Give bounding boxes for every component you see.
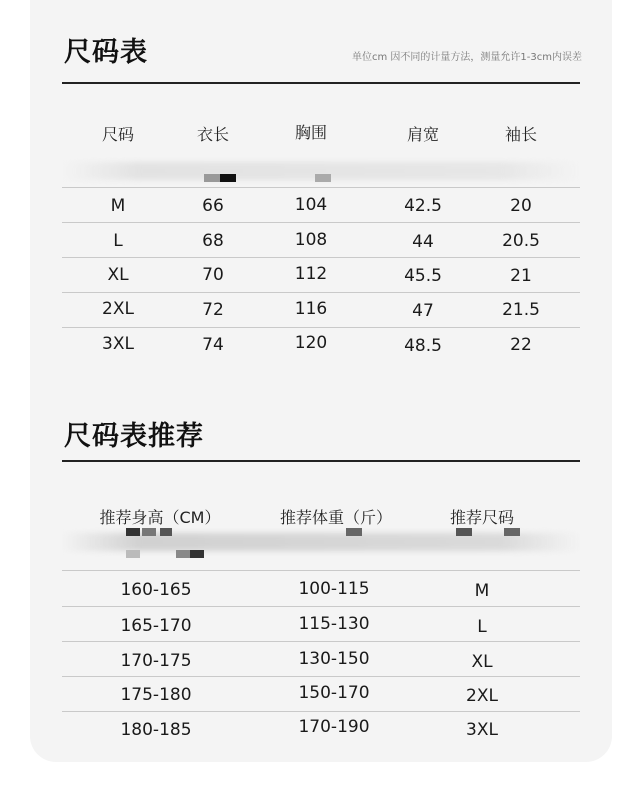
- cell-recommended-size: L: [477, 617, 487, 637]
- pixel-mark: [176, 550, 190, 558]
- cell-chest: 116: [294, 299, 328, 319]
- cell-weight: 150-170: [298, 683, 370, 703]
- recommend-table-rule: [62, 460, 580, 462]
- cell-chest: 104: [294, 195, 328, 215]
- cell-chest: 108: [294, 230, 328, 250]
- cell-chest: 120: [294, 333, 328, 353]
- cell-size: 2XL: [102, 299, 134, 319]
- measurement-note: 单位cm 因不同的计量方法，测量允许1-3cm内误差: [352, 52, 582, 63]
- cell-shoulder: 44: [412, 232, 434, 252]
- cell-sleeve: 20.5: [502, 231, 540, 251]
- pixel-mark: [220, 174, 236, 182]
- cell-recommended-size: XL: [471, 652, 493, 672]
- cell-sleeve: 21.5: [502, 300, 540, 320]
- cell-height: 170-175: [120, 651, 192, 671]
- cell-shoulder: 48.5: [404, 336, 442, 356]
- pixel-mark: [190, 550, 204, 558]
- cell-shoulder: 47: [412, 301, 434, 321]
- header-shoulder: 肩宽: [406, 125, 440, 144]
- row-divider: [62, 327, 580, 328]
- row-divider: [62, 641, 580, 642]
- cell-sleeve: 20: [510, 196, 532, 216]
- header-weight: 推荐体重（斤）: [279, 508, 393, 527]
- row-divider: [62, 222, 580, 223]
- pixel-mark: [126, 528, 140, 536]
- cell-size: XL: [107, 265, 129, 285]
- pixel-mark: [504, 528, 520, 536]
- size-table-title: 尺码表: [64, 37, 148, 68]
- cell-length: 68: [202, 231, 224, 251]
- cell-size: L: [113, 231, 123, 251]
- cell-length: 72: [202, 300, 224, 320]
- cell-weight: 100-115: [298, 579, 370, 599]
- header-chest: 胸围: [294, 123, 328, 142]
- size-chart-card: [30, 0, 612, 762]
- cell-recommended-size: 2XL: [466, 686, 498, 706]
- cell-shoulder: 45.5: [404, 266, 442, 286]
- pixel-mark: [315, 174, 331, 182]
- pixel-mark: [142, 528, 156, 536]
- row-divider: [62, 257, 580, 258]
- pixel-mark: [160, 528, 172, 536]
- header-height: 推荐身高（CM）: [99, 508, 221, 527]
- cell-sleeve: 22: [510, 335, 532, 355]
- pixel-mark: [456, 528, 472, 536]
- cell-weight: 115-130: [298, 614, 370, 634]
- recommend-table-title: 尺码表推荐: [64, 421, 204, 452]
- pixel-mark: [346, 528, 362, 536]
- cell-height: 180-185: [120, 720, 192, 740]
- header-length: 衣长: [196, 125, 230, 144]
- cell-recommended-size: 3XL: [466, 720, 498, 740]
- cell-recommended-size: M: [474, 581, 490, 601]
- cell-height: 165-170: [120, 616, 192, 636]
- row-divider: [62, 711, 580, 712]
- cell-chest: 112: [294, 264, 328, 284]
- pixel-mark: [126, 550, 140, 558]
- size-table-rule: [62, 82, 580, 84]
- pixel-mark: [204, 174, 220, 182]
- cell-height: 175-180: [120, 685, 192, 705]
- row-divider: [62, 292, 580, 293]
- header-size: 尺码: [101, 125, 135, 144]
- cell-length: 66: [202, 196, 224, 216]
- cell-size: 3XL: [102, 334, 134, 354]
- row-divider: [62, 606, 580, 607]
- cell-length: 70: [202, 265, 224, 285]
- row-divider: [62, 570, 580, 571]
- cell-length: 74: [202, 335, 224, 355]
- header-recommended-size: 推荐尺码: [449, 508, 515, 527]
- cell-sleeve: 21: [510, 266, 532, 286]
- cell-weight: 170-190: [298, 717, 370, 737]
- header-sleeve: 袖长: [504, 125, 538, 144]
- row-divider: [62, 187, 580, 188]
- cell-height: 160-165: [120, 580, 192, 600]
- cell-weight: 130-150: [298, 649, 370, 669]
- cell-size: M: [110, 196, 126, 216]
- cell-shoulder: 42.5: [404, 196, 442, 216]
- row-divider: [62, 676, 580, 677]
